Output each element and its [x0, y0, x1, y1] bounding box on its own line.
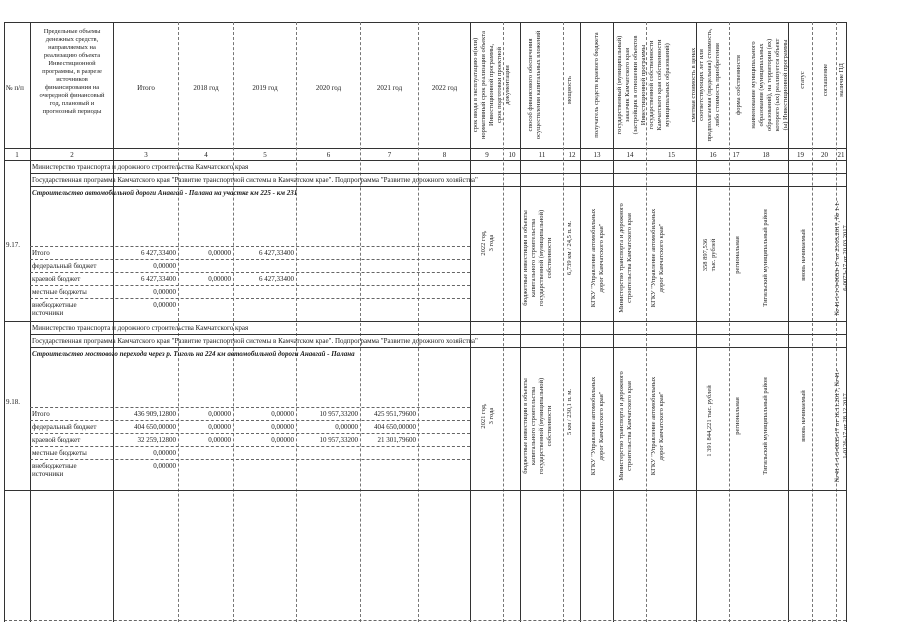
value-2019: 0,00000 — [271, 436, 294, 444]
value-2018: 0,00000 — [208, 436, 231, 444]
row-number: 9.18. — [6, 398, 20, 406]
header-col-2020: 2020 год — [315, 84, 342, 92]
status-value: вновь начинаемый — [800, 229, 807, 281]
col-line — [233, 22, 234, 622]
value-total: 0,00000 — [153, 301, 176, 309]
recipient-value: КГКУ "Управление автомобильных дорог Камчатского края" — [590, 208, 605, 308]
col-number-21: 21 — [837, 151, 845, 159]
col-line — [580, 22, 581, 622]
ministry-label: Министерство транспорта и дорожного строительства Камчатского края — [32, 324, 249, 332]
row-line — [30, 459, 470, 460]
table-right-border — [846, 22, 847, 622]
funding-label-offbudget: внебюджетные источники — [32, 462, 77, 478]
value-2019: 0,00000 — [271, 423, 294, 431]
section-line — [30, 186, 846, 187]
value-total: 0,00000 — [153, 262, 176, 270]
header-col-2022: 2022 год — [431, 84, 458, 92]
table-left-border — [4, 22, 5, 622]
header-col-status: статус — [799, 71, 806, 89]
value-2021: 21 301,79600 — [377, 436, 416, 444]
col-number-10: 10 — [508, 151, 516, 159]
col-number-11: 11 — [538, 151, 546, 159]
col-number-5: 5 — [263, 151, 267, 159]
col-number-6: 6 — [326, 151, 331, 159]
builder-value: КГКУ "Управление автомобильных дорог Камчатского края" — [650, 208, 665, 308]
header-col-municipality: наименование муниципального образования (муниципальных образований), на территории (ях) которого (ых) реализуется объект (ы) Инвестиционной программы — [750, 38, 789, 132]
capacity-value: 5 км / 230,1 п. м. — [566, 389, 573, 435]
value-2018: 0,00000 — [208, 275, 231, 283]
ownership-value: региональная — [734, 236, 741, 274]
value-total: 0,00000 — [153, 462, 176, 470]
value-2020: 10 957,33200 — [319, 436, 358, 444]
header-col-2019: 2019 год — [252, 84, 278, 92]
section-line — [30, 347, 846, 348]
header-bottom-border — [4, 148, 846, 149]
funding-label-federal: федеральный бюджет — [32, 423, 97, 431]
col-number-3: 3 — [144, 151, 148, 159]
customer-value: Министерство транспорта и дорожного строительства Камчатского края — [618, 371, 633, 481]
header-col-agreement: соглашение — [822, 63, 829, 97]
header-col-recipient: получатель средств краевого бюджета — [593, 32, 600, 138]
header-col-capacity: мощность — [566, 76, 573, 104]
col-line — [470, 22, 471, 622]
col-line — [113, 22, 114, 622]
value-2019: 6 427,33400 — [259, 249, 294, 257]
section-line — [30, 334, 846, 335]
row-line — [30, 407, 470, 408]
value-total: 32 259,12800 — [137, 436, 176, 444]
value-2018: 0,00000 — [208, 249, 231, 257]
cost-value: 358 897,536 тыс. рублей — [702, 238, 717, 272]
col-number-2: 2 — [70, 151, 74, 159]
section-line — [30, 173, 846, 174]
funding-label-total: Итого — [32, 249, 50, 257]
capacity-value: 6,739 км / 24,5 п. м. — [566, 220, 573, 276]
header-col-funding: Предельные объемы денежных средств, направляемых на реализацию объекта Инвестиционной программы, в разрезе источников финансирования на очередной финансовый год, плановый и прогнозный периоды — [39, 28, 105, 115]
ownership-value: региональная — [734, 397, 741, 435]
col-line — [563, 22, 564, 622]
funding-label-local: местные бюджеты — [32, 288, 87, 296]
col-number-13: 13 — [593, 151, 601, 159]
header-col-2018: 2018 год — [193, 84, 219, 92]
col-number-1: 1 — [15, 151, 19, 159]
header-col-total: Итого — [137, 84, 155, 92]
col-line — [30, 22, 31, 622]
value-2018: 0,00000 — [208, 423, 231, 431]
row-line — [30, 433, 470, 434]
row-line — [30, 420, 470, 421]
section-end-line — [4, 490, 846, 491]
header-col-number: № п/п — [6, 84, 24, 92]
finance-method-value: бюджетные инвестиции в объекты капитального строительства государственной (муниципальной) собственности — [522, 209, 553, 307]
row-line — [30, 446, 470, 447]
value-total: 6 427,33400 — [141, 275, 176, 283]
header-col-ownership: форма собственности — [735, 55, 742, 115]
header-col-term: срок ввода в эксплуатацию и(или) нормативный срок реализации объекта Инвестиционной программы, срок подготовки проектной документации — [472, 30, 511, 140]
col-number-19: 19 — [797, 151, 804, 159]
col-line — [418, 22, 419, 622]
row-number: 9.17. — [6, 241, 20, 249]
municipality-value: Тигильский муниципальный район — [762, 377, 769, 475]
col-line — [360, 22, 361, 622]
table-bottom-border — [4, 620, 846, 621]
col-line — [520, 22, 521, 622]
row-line — [30, 246, 470, 247]
row-line — [30, 298, 470, 299]
col-number-16: 16 — [709, 151, 717, 159]
col-line — [178, 22, 179, 622]
program-label: Государственная программа Камчатского края "Развитие транспортной системы в Камчатском крае". Подпрограмма "Развитие дорожного хозяйства" — [32, 337, 478, 345]
header-col-cost: сметная стоимость в ценах соответствующих лет или предполагаемая (предельная) стоимость, либо стоимость приобретения — [690, 28, 721, 142]
header-col-finance-method: способ финансового обеспечения осуществления капитальных вложений — [527, 30, 542, 140]
builder-value: КГКУ "Управление автомобильных дорог Камчатского края" — [650, 376, 665, 476]
value-total: 404 650,00000 — [134, 423, 176, 431]
row-line — [30, 259, 470, 260]
value-2020: 10 957,33200 — [319, 410, 358, 418]
col-line — [729, 22, 730, 622]
term-value: 2022 год, 3 года — [480, 230, 495, 256]
value-2019: 0,00000 — [271, 410, 294, 418]
object-title: Строительство мостового перехода через р. Тиголь на 224 км автомобильной дороги Анавгай - Палана — [32, 350, 355, 358]
finance-method-value: бюджетные инвестиции в объекты капитального строительства государственной (муниципальной) собственности — [522, 377, 553, 475]
col-line — [613, 22, 614, 622]
col-line — [296, 22, 297, 622]
table-top-border — [4, 22, 846, 23]
agreement-value: № 41-1-1-3-0035-17 от 16.11.2017, № 41- 1-0126-17 от 28.12.2017 — [834, 369, 849, 483]
status-value: вновь начинаемый — [800, 390, 807, 442]
value-2021: 425 951,79600 — [374, 410, 416, 418]
col-number-9: 9 — [485, 151, 489, 159]
funding-label-local: местные бюджеты — [32, 449, 87, 457]
agreement-value: № 41-1-1-3-0053-17 от 23.03.2017, № 1-1- 6-0073-17 от 20.03.2017 — [834, 200, 849, 316]
header-col-pd: наличие ПД — [838, 63, 845, 97]
object-title: Строительство автомобильной дороги Анавгай - Палана на участке км 225 - км 231 — [32, 189, 298, 197]
col-number-15: 15 — [668, 151, 675, 159]
header-col-customer: государственный (муниципальный) заказчик Камчатского края (застройщик в отношении объектов Инвестиционной программы государственной собственности Камчатского края собственности муниципальных образований) — [616, 35, 671, 135]
ministry-label: Министерство транспорта и дорожного строительства Камчатского края — [32, 163, 249, 171]
customer-value: Министерство транспорта и дорожного строительства Камчатского края — [618, 203, 633, 313]
value-2020: 0,00000 — [335, 423, 358, 431]
value-total: 6 427,33400 — [141, 249, 176, 257]
term-value: 2021 год, 3 года — [480, 403, 495, 429]
col-number-8: 8 — [442, 151, 447, 159]
value-2018: 0,00000 — [208, 410, 231, 418]
row-line — [30, 272, 470, 273]
col-number-4: 4 — [204, 151, 208, 159]
row-line — [30, 285, 470, 286]
section-end-line — [4, 321, 846, 322]
value-total: 0,00000 — [153, 449, 176, 457]
value-2019: 6 427,33400 — [259, 275, 294, 283]
recipient-value: КГКУ "Управление автомобильных дорог Камчатского края" — [590, 376, 605, 476]
value-2021: 404 650,00000 — [374, 423, 416, 431]
program-label: Государственная программа Камчатского края "Развитие транспортной системы в Камчатском крае". Подпрограмма "Развитие дорожного хозяйства" — [32, 176, 478, 184]
value-total: 436 909,12800 — [134, 410, 176, 418]
funding-label-regional: краевой бюджет — [32, 275, 81, 283]
col-number-14: 14 — [626, 151, 634, 159]
col-number-20: 20 — [821, 151, 828, 159]
col-number-17: 17 — [732, 151, 740, 159]
value-total: 0,00000 — [153, 288, 176, 296]
funding-label-regional: краевой бюджет — [32, 436, 81, 444]
numbers-row-border — [4, 160, 846, 161]
col-number-18: 18 — [762, 151, 770, 159]
municipality-value: Тигильский муниципальный район — [762, 209, 769, 307]
funding-label-offbudget: внебюджетные источники — [32, 301, 77, 317]
cost-value: 1 391 844,221 тыс. рублей — [706, 385, 713, 457]
col-line — [836, 22, 837, 622]
col-number-12: 12 — [568, 151, 576, 159]
col-line — [812, 22, 813, 622]
header-col-2021: 2021 год — [376, 84, 403, 92]
col-number-7: 7 — [387, 151, 392, 159]
funding-label-federal: федеральный бюджет — [32, 262, 97, 270]
funding-label-total: Итого — [32, 410, 50, 418]
